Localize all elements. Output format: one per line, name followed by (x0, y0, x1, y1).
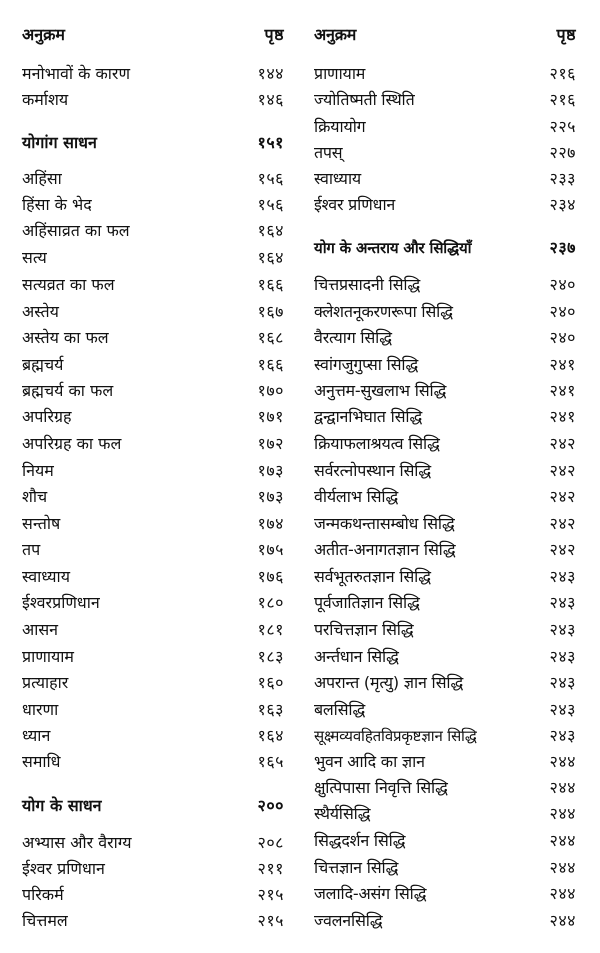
section-heading[interactable] (314, 235, 576, 261)
entry-page: १६४ (257, 726, 284, 745)
section-page: २३७ (549, 238, 576, 257)
entry-page: २४२ (549, 487, 576, 506)
entry-title: द्वन्द्वानभिघात सिद्धि (314, 407, 423, 426)
toc-entry[interactable] (314, 828, 576, 854)
entry-page: १६६ (257, 355, 284, 374)
entry-title: तप (22, 540, 41, 559)
toc-entry[interactable] (22, 644, 284, 670)
toc-entry[interactable] (314, 564, 576, 590)
entry-title: परिकर्म (22, 885, 64, 904)
toc-entry[interactable] (314, 458, 576, 484)
entry-page: २४३ (549, 567, 576, 586)
toc-entry[interactable] (314, 192, 576, 218)
entry-page: २१६ (549, 90, 576, 109)
entry-title: अपरान्त (मृत्यु) ज्ञान सिद्धि (314, 673, 464, 692)
entry-title: चित्तमल (22, 911, 68, 930)
entry-page: २४४ (549, 831, 576, 850)
entry-page: २४० (549, 328, 576, 347)
entry-page: २४२ (549, 514, 576, 533)
toc-entry[interactable] (314, 670, 576, 696)
entry-title: क्रियायोग (314, 117, 366, 136)
toc-entry[interactable] (22, 617, 284, 643)
toc-entry[interactable] (314, 697, 576, 723)
entry-page: २४१ (549, 407, 576, 426)
toc-entry[interactable] (314, 723, 576, 749)
entry-title: स्वाध्याय (22, 567, 70, 586)
entry-page: २४३ (549, 620, 576, 639)
toc-entry[interactable] (22, 325, 284, 351)
entry-page: १६३ (257, 700, 284, 719)
entry-title: अस्तेय (22, 302, 59, 321)
entry-title: समाधि (22, 752, 61, 771)
entry-title: बलसिद्धि (314, 700, 366, 719)
entry-title: परचित्तज्ञान सिद्धि (314, 620, 414, 639)
entry-page: २१५ (257, 885, 284, 904)
section-heading[interactable] (22, 130, 284, 156)
toc-entry[interactable] (314, 775, 576, 801)
entry-title: तपस् (314, 143, 343, 162)
entry-page: २४२ (549, 540, 576, 559)
toc-entry[interactable] (314, 537, 576, 563)
toc-entry[interactable] (314, 617, 576, 643)
entry-page: २४२ (549, 461, 576, 480)
entry-page: २४४ (549, 778, 576, 797)
toc-entry[interactable] (22, 670, 284, 696)
toc-entry[interactable] (22, 484, 284, 510)
entry-page: १५६ (257, 169, 284, 188)
entry-page: २४४ (549, 911, 576, 930)
entry-title: सिद्धदर्शन सिद्धि (314, 831, 406, 850)
entry-title: अपरिग्रह (22, 407, 72, 426)
toc-entry[interactable] (22, 192, 284, 218)
toc-entry[interactable] (314, 61, 576, 87)
entry-title: प्राणायाम (22, 647, 74, 666)
entry-title: अनुत्तम-सुखलाभ सिद्धि (314, 381, 447, 400)
entry-title: अभ्यास और वैराग्य (22, 833, 132, 852)
toc-entry[interactable] (22, 697, 284, 723)
toc-entry[interactable] (22, 830, 284, 856)
toc-entry[interactable] (22, 245, 284, 271)
toc-entry[interactable] (314, 801, 576, 827)
entry-title: सन्तोष (22, 514, 61, 533)
entry-page: १६७ (257, 302, 284, 321)
entry-page: १६४ (257, 248, 284, 267)
entry-page: २४३ (549, 647, 576, 666)
entry-page: १६० (257, 673, 284, 692)
toc-entry[interactable] (22, 404, 284, 430)
entry-title: स्वाध्याय (314, 169, 361, 188)
entry-page: १७५ (257, 540, 284, 559)
toc-entry[interactable] (22, 299, 284, 325)
entry-title: धारणा (22, 700, 59, 719)
toc-entry[interactable] (22, 61, 284, 87)
entry-page: २०८ (257, 833, 284, 852)
toc-entry[interactable] (314, 352, 576, 378)
toc-entry[interactable] (22, 882, 284, 908)
entry-page: १४४ (257, 64, 284, 83)
section-title: योग के साधन (22, 796, 102, 815)
left-header (22, 22, 284, 48)
entry-title: ईश्वरप्रणिधान (22, 593, 100, 612)
entry-page: १७४ (257, 514, 284, 533)
entry-title: ब्रह्मचर्य का फल (22, 381, 114, 400)
entry-page: २२५ (549, 117, 576, 136)
entry-title: सूक्ष्मव्यवहितविप्रकृष्टज्ञान सिद्धि (314, 727, 477, 745)
entry-page: २३४ (549, 195, 576, 214)
entry-title: पूर्वजातिज्ञान सिद्धि (314, 593, 420, 612)
section-title: योग के अन्तराय और सिद्धियाँ (314, 239, 472, 257)
entry-title: क्षुत्पिपासा निवृत्ति सिद्धि (314, 778, 448, 797)
entry-title: ज्योतिष्मती स्थिति (314, 90, 415, 109)
toc-entry[interactable] (314, 140, 576, 166)
toc-entry[interactable] (22, 537, 284, 563)
entry-title: अर्न्तधान सिद्धि (314, 647, 399, 666)
toc-entry[interactable] (314, 87, 576, 113)
entry-title: भुवन आदि का ज्ञान (314, 752, 425, 771)
entry-page: २४३ (549, 700, 576, 719)
entry-page: २४० (549, 275, 576, 294)
toc-entry[interactable] (22, 378, 284, 404)
entry-page: २४१ (549, 381, 576, 400)
entry-page: २१६ (549, 64, 576, 83)
entry-page: २४४ (549, 858, 576, 877)
entry-title: अतीत-अनागतज्ञान सिद्धि (314, 540, 456, 559)
entry-page: २३३ (549, 169, 576, 188)
entry-title: मनोभावों के कारण (22, 64, 131, 83)
entry-title: सत्यव्रत का फल (22, 275, 115, 294)
entry-title: सर्वभूतरुतज्ञान सिद्धि (314, 567, 431, 586)
section-page: १५१ (257, 133, 284, 152)
section-heading[interactable] (22, 793, 284, 819)
entry-page: १७६ (257, 567, 284, 586)
entry-title: अहिंसा (22, 169, 62, 188)
toc-entry[interactable] (314, 855, 576, 881)
entry-page: १६५ (257, 752, 284, 771)
entry-page: १६८ (257, 328, 284, 347)
entry-page: २४२ (549, 434, 576, 453)
toc-entry[interactable] (314, 378, 576, 404)
entry-title: ज्वलनसिद्धि (314, 911, 383, 930)
entry-page: १४६ (257, 90, 284, 109)
toc-entry[interactable] (314, 431, 576, 457)
entry-page: २४४ (549, 752, 576, 771)
header-title: अनुक्रम (22, 25, 65, 44)
entry-title: शौच (22, 487, 48, 506)
toc-entry[interactable] (22, 272, 284, 298)
entry-page: २४० (549, 302, 576, 321)
right-header (314, 22, 576, 48)
entry-page: २१५ (257, 911, 284, 930)
toc-entry[interactable] (22, 166, 284, 192)
header-title: अनुक्रम (314, 25, 357, 44)
entry-title: वैरत्याग सिद्धि (314, 328, 392, 347)
entry-page: २४४ (549, 884, 576, 903)
toc-entry[interactable] (22, 511, 284, 537)
entry-title: ध्यान (22, 726, 51, 745)
entry-page: १६४ (257, 221, 284, 240)
entry-title: चित्तज्ञान सिद्धि (314, 858, 399, 877)
toc-entry[interactable] (314, 590, 576, 616)
entry-page: २४३ (549, 673, 576, 692)
entry-title: हिंसा के भेद (22, 195, 92, 214)
entry-title: नियम (22, 461, 54, 480)
entry-title: अपरिग्रह का फल (22, 434, 122, 453)
toc-entry[interactable] (314, 644, 576, 670)
entry-page: २४३ (549, 593, 576, 612)
entry-title: स्वांगजुगुप्सा सिद्धि (314, 355, 419, 374)
toc-entry[interactable] (22, 723, 284, 749)
toc-entry[interactable] (22, 908, 284, 934)
toc-entry[interactable] (314, 114, 576, 140)
entry-page: २४४ (549, 804, 576, 823)
entry-title: सत्य (22, 248, 47, 267)
entry-page: १७० (257, 381, 284, 400)
entry-title: ब्रह्मचर्य (22, 355, 64, 374)
entry-title: क्लेशतनूकरणरूपा सिद्धि (314, 302, 453, 321)
entry-page: २४१ (549, 355, 576, 374)
entry-page: १७३ (257, 487, 284, 506)
toc-entry[interactable] (314, 484, 576, 510)
entry-title: अस्तेय का फल (22, 328, 109, 347)
entry-page: २४३ (549, 726, 576, 745)
toc-entry[interactable] (314, 299, 576, 325)
entry-page: १७२ (257, 434, 284, 453)
toc-entry[interactable] (314, 908, 576, 934)
entry-title: आसन (22, 620, 59, 639)
toc-entry[interactable] (314, 404, 576, 430)
entry-title: क्रियाफलाश्रयत्व सिद्धि (314, 434, 440, 453)
entry-title: ईश्वर प्रणिधान (22, 859, 105, 878)
entry-title: जलादि-असंग सिद्धि (314, 884, 427, 903)
entry-title: जन्मकथन्तासम्बोध सिद्धि (314, 514, 455, 533)
entry-page: १८१ (257, 620, 284, 639)
entry-page: २२७ (549, 143, 576, 162)
toc-entry[interactable] (314, 511, 576, 537)
entry-title: प्राणायाम (314, 64, 366, 83)
toc-entry[interactable] (22, 87, 284, 113)
toc-entry[interactable] (314, 166, 576, 192)
entry-title: स्थैर्यसिद्धि (314, 804, 371, 823)
toc-entry[interactable] (22, 352, 284, 378)
entry-page: १५६ (257, 195, 284, 214)
entry-title: ईश्वर प्रणिधान (314, 195, 396, 214)
header-page-label: पृष्ठ (264, 25, 284, 44)
entry-title: चित्तप्रसादनी सिद्धि (314, 275, 421, 294)
entry-page: १८० (257, 593, 284, 612)
section-page: २०० (257, 796, 284, 815)
entry-title: अहिंसाव्रत का फल (22, 221, 130, 240)
toc-entry[interactable] (22, 749, 284, 775)
toc-entry[interactable] (22, 458, 284, 484)
header-page-label: पृष्ठ (556, 25, 576, 44)
entry-title: कर्माशय (22, 90, 69, 109)
entry-page: २११ (257, 859, 284, 878)
entry-page: १८३ (257, 647, 284, 666)
entry-title: प्रत्याहार (22, 673, 69, 692)
entry-page: १६६ (257, 275, 284, 294)
toc-entry[interactable] (314, 272, 576, 298)
section-title: योगांग साधन (22, 133, 97, 152)
entry-title: सर्वरत्नोपस्थान सिद्धि (314, 461, 432, 480)
toc-entry[interactable] (22, 564, 284, 590)
toc-entry[interactable] (22, 856, 284, 882)
toc-entry[interactable] (22, 431, 284, 457)
toc-entry[interactable] (314, 325, 576, 351)
toc-entry[interactable] (314, 881, 576, 907)
toc-entry[interactable] (22, 590, 284, 616)
toc-entry[interactable] (314, 749, 576, 775)
toc-entry[interactable] (22, 218, 284, 244)
entry-title: वीर्यलाभ सिद्धि (314, 487, 399, 506)
entry-page: १७१ (257, 407, 284, 426)
entry-page: १७३ (257, 461, 284, 480)
